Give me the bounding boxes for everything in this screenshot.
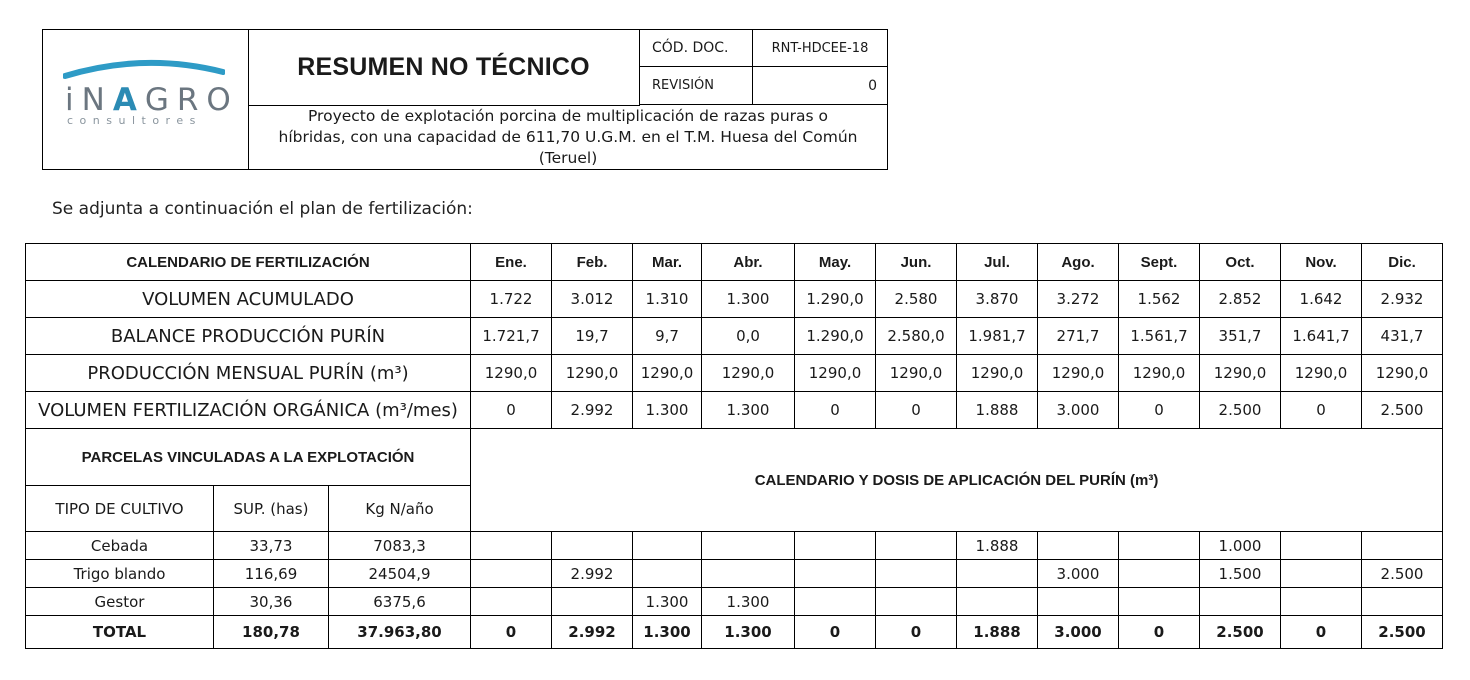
table-cell: 1.722 [471,281,552,318]
document-title: RESUMEN NO TÉCNICO [248,30,640,106]
table-cell: 1.561,7 [1119,318,1200,355]
table-cell: 3.000 [1038,392,1119,429]
table-cell: 1290,0 [633,355,702,392]
table-cell [1362,588,1443,616]
table-cell: 1290,0 [1119,355,1200,392]
total-row [26,616,1443,649]
month-header: Feb. [552,244,633,281]
total-cell: 1.300 [702,616,795,649]
total-cell: 0 [795,616,876,649]
table-cell [1038,588,1119,616]
row-label: VOLUMEN FERTILIZACIÓN ORGÁNICA (m³/mes) [26,392,471,429]
table-row [26,318,1443,355]
crop-area: 116,69 [214,560,329,588]
revision-label: REVISIÓN [640,67,753,105]
table-cell: 1.000 [1200,532,1281,560]
table-cell: 1.721,7 [471,318,552,355]
total-cell: 0 [471,616,552,649]
crop-nitrogen: 6375,6 [329,588,471,616]
table-cell [702,560,795,588]
table-cell: 1.300 [702,281,795,318]
table-cell: 3.870 [957,281,1038,318]
table-cell: 1.642 [1281,281,1362,318]
crop-area: 33,73 [214,532,329,560]
calendar-header-row [26,244,1443,281]
logo-arc-icon [63,58,225,80]
month-header: Dic. [1362,244,1443,281]
month-header: Jul. [957,244,1038,281]
table-cell [1281,532,1362,560]
parcels-title-row [26,429,1443,486]
table-cell: 1.310 [633,281,702,318]
table-cell: 2.580 [876,281,957,318]
table-cell: 2.852 [1200,281,1281,318]
total-cell: 0 [1281,616,1362,649]
table-cell [1362,532,1443,560]
doc-code-label: CÓD. DOC. [640,30,753,67]
total-cell: 2.500 [1200,616,1281,649]
fertilization-table [25,243,1443,649]
table-cell: 1.888 [957,392,1038,429]
column-header-nitrogen: Kg N/año [329,486,471,532]
table-cell: 2.932 [1362,281,1443,318]
table-cell: 1290,0 [1281,355,1362,392]
table-cell: 1.290,0 [795,318,876,355]
table-cell: 1290,0 [795,355,876,392]
table-cell: 1.300 [633,588,702,616]
total-cell: 1.300 [633,616,702,649]
column-header-area: SUP. (has) [214,486,329,532]
month-header: Mar. [633,244,702,281]
intro-text: Se adjunta a continuación el plan de fertilización: [52,199,473,219]
table-cell [957,588,1038,616]
table-cell [552,588,633,616]
parcels-title: PARCELAS VINCULADAS A LA EXPLOTACIÓN [26,429,471,486]
table-cell: 0,0 [702,318,795,355]
table-cell: 1.888 [957,532,1038,560]
table-cell: 271,7 [1038,318,1119,355]
revision-value: 0 [753,67,887,105]
doc-code-value: RNT-HDCEE-18 [753,30,887,67]
logo-subtext: consultores [67,114,202,127]
table-cell [876,588,957,616]
total-area: 180,78 [214,616,329,649]
table-cell: 1290,0 [957,355,1038,392]
table-cell [1281,560,1362,588]
table-cell: 2.992 [552,392,633,429]
table-cell [1119,532,1200,560]
table-cell: 1290,0 [702,355,795,392]
month-header: Sept. [1119,244,1200,281]
table-cell [876,532,957,560]
row-label: PRODUCCIÓN MENSUAL PURÍN (m³) [26,355,471,392]
crop-area: 30,36 [214,588,329,616]
crop-nitrogen: 24504,9 [329,560,471,588]
month-header: Abr. [702,244,795,281]
table-cell: 19,7 [552,318,633,355]
crop-nitrogen: 7083,3 [329,532,471,560]
project-description: Proyecto de explotación porcina de multiplicación de razas puras o híbridas, con una capacidad de 611,70 U.G.M. en el T.M. Huesa del Común (Teruel) [278,107,858,167]
table-cell: 1290,0 [876,355,957,392]
table-cell: 1.562 [1119,281,1200,318]
table-row [26,355,1443,392]
table-cell: 3.012 [552,281,633,318]
table-cell [795,560,876,588]
table-cell [1119,588,1200,616]
company-logo [43,30,249,169]
table-cell: 1.300 [702,588,795,616]
table-cell [1038,532,1119,560]
table-cell [633,532,702,560]
table-cell [552,532,633,560]
logo-wordmark: iNAGRO [65,82,239,118]
table-row [26,560,1443,588]
month-header: Ene. [471,244,552,281]
total-cell: 3.000 [1038,616,1119,649]
row-label: BALANCE PRODUCCIÓN PURÍN [26,318,471,355]
table-row [26,588,1443,616]
table-cell: 2.580,0 [876,318,957,355]
table-cell: 1290,0 [1200,355,1281,392]
table-row [26,392,1443,429]
month-header: Ago. [1038,244,1119,281]
table-cell: 0 [795,392,876,429]
table-cell [471,588,552,616]
table-cell: 2.500 [1200,392,1281,429]
table-cell [471,560,552,588]
table-cell: 431,7 [1362,318,1443,355]
table-cell [633,560,702,588]
month-header: Oct. [1200,244,1281,281]
month-header: Nov. [1281,244,1362,281]
total-cell: 0 [1119,616,1200,649]
crop-name: Cebada [26,532,214,560]
application-title: CALENDARIO Y DOSIS DE APLICACIÓN DEL PURÍN (m³) [471,429,1443,532]
row-label: VOLUMEN ACUMULADO [26,281,471,318]
total-cell: 1.888 [957,616,1038,649]
table-cell: 1290,0 [552,355,633,392]
calendar-title: CALENDARIO DE FERTILIZACIÓN [26,244,471,281]
table-cell: 0 [1119,392,1200,429]
table-cell: 0 [876,392,957,429]
table-cell: 1290,0 [471,355,552,392]
table-cell [1200,588,1281,616]
table-cell: 1.500 [1200,560,1281,588]
table-cell: 9,7 [633,318,702,355]
table-cell: 1290,0 [1362,355,1443,392]
table-cell: 1.290,0 [795,281,876,318]
table-cell [957,560,1038,588]
crop-name: Gestor [26,588,214,616]
table-cell: 0 [1281,392,1362,429]
table-cell: 1.641,7 [1281,318,1362,355]
table-cell [702,532,795,560]
table-row [26,281,1443,318]
total-nitrogen: 37.963,80 [329,616,471,649]
total-cell: 2.500 [1362,616,1443,649]
table-cell: 3.000 [1038,560,1119,588]
table-cell: 351,7 [1200,318,1281,355]
table-cell: 3.272 [1038,281,1119,318]
table-cell: 1.981,7 [957,318,1038,355]
column-header-crop: TIPO DE CULTIVO [26,486,214,532]
table-cell [876,560,957,588]
table-cell: 1.300 [702,392,795,429]
table-cell: 2.992 [552,560,633,588]
table-cell [795,532,876,560]
table-cell [1281,588,1362,616]
total-cell: 2.992 [552,616,633,649]
document-header [42,29,888,170]
table-cell [1119,560,1200,588]
table-cell: 1.300 [633,392,702,429]
crop-name: Trigo blando [26,560,214,588]
table-cell: 2.500 [1362,560,1443,588]
month-header: May. [795,244,876,281]
table-row [26,532,1443,560]
total-cell: 0 [876,616,957,649]
table-cell [795,588,876,616]
table-cell: 0 [471,392,552,429]
table-cell: 2.500 [1362,392,1443,429]
total-label: TOTAL [26,616,214,649]
table-cell [471,532,552,560]
table-cell: 1290,0 [1038,355,1119,392]
month-header: Jun. [876,244,957,281]
